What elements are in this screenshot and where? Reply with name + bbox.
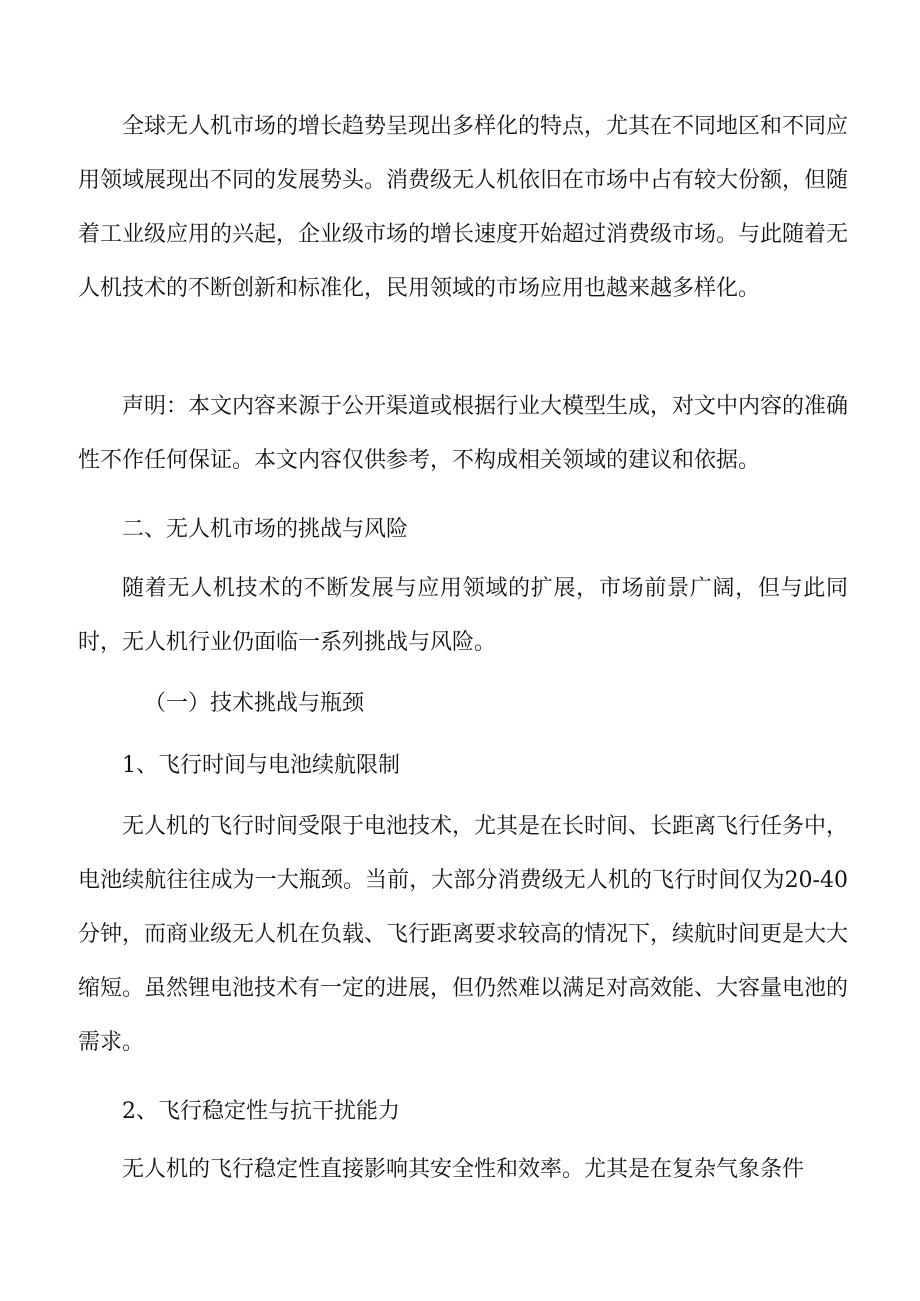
item1-body-paragraph: 无人机的飞行时间受限于电池技术，尤其是在长时间、长距离飞行任务中，电池续航往往成为一大瓶颈。当前，大部分消费级无人机的飞行时间仅为20-40分钟，而商业级无人机在负载、飞行距离要求较高的情况下，续航时间更是大大缩短。虽然锂电池技术有一定的进展，但仍然难以满足对高效能、大容量电池的需求。 [78, 814, 849, 1055]
disclaimer-paragraph: 声明：本文内容来源于公开渠道或根据行业大模型生成，对文中内容的准确性不作任何保证。本文内容仅供参考，不构成相关领域的建议和依据。 [78, 394, 849, 473]
item2-body-paragraph: 无人机的飞行稳定性直接影响其安全性和效率。尤其是在复杂气象条件 [122, 1157, 805, 1182]
section-title: 二、无人机市场的挑战与风险 [122, 517, 409, 542]
item1-title: 1、飞行时间与电池续航限制 [122, 753, 400, 778]
section-intro-paragraph: 随着无人机技术的不断发展与应用领域的扩展，市场前景广阔，但与此同时，无人机行业仍面临一系列挑战与风险。 [78, 576, 848, 655]
market-trend-paragraph: 全球无人机市场的增长趋势呈现出多样化的特点，尤其在不同地区和不同应用领域展现出不同的发展势头。消费级无人机依旧在市场中占有较大份额，但随着工业级应用的兴起，企业级市场的增长速度开始超过消费级市场。与此随着无人机技术的不断创新和标准化，民用领域的市场应用也越来越多样化。 [78, 114, 849, 301]
item2-title: 2、飞行稳定性与抗干扰能力 [122, 1099, 400, 1124]
subsection-title: （一）技术挑战与瓶颈 [144, 691, 365, 716]
